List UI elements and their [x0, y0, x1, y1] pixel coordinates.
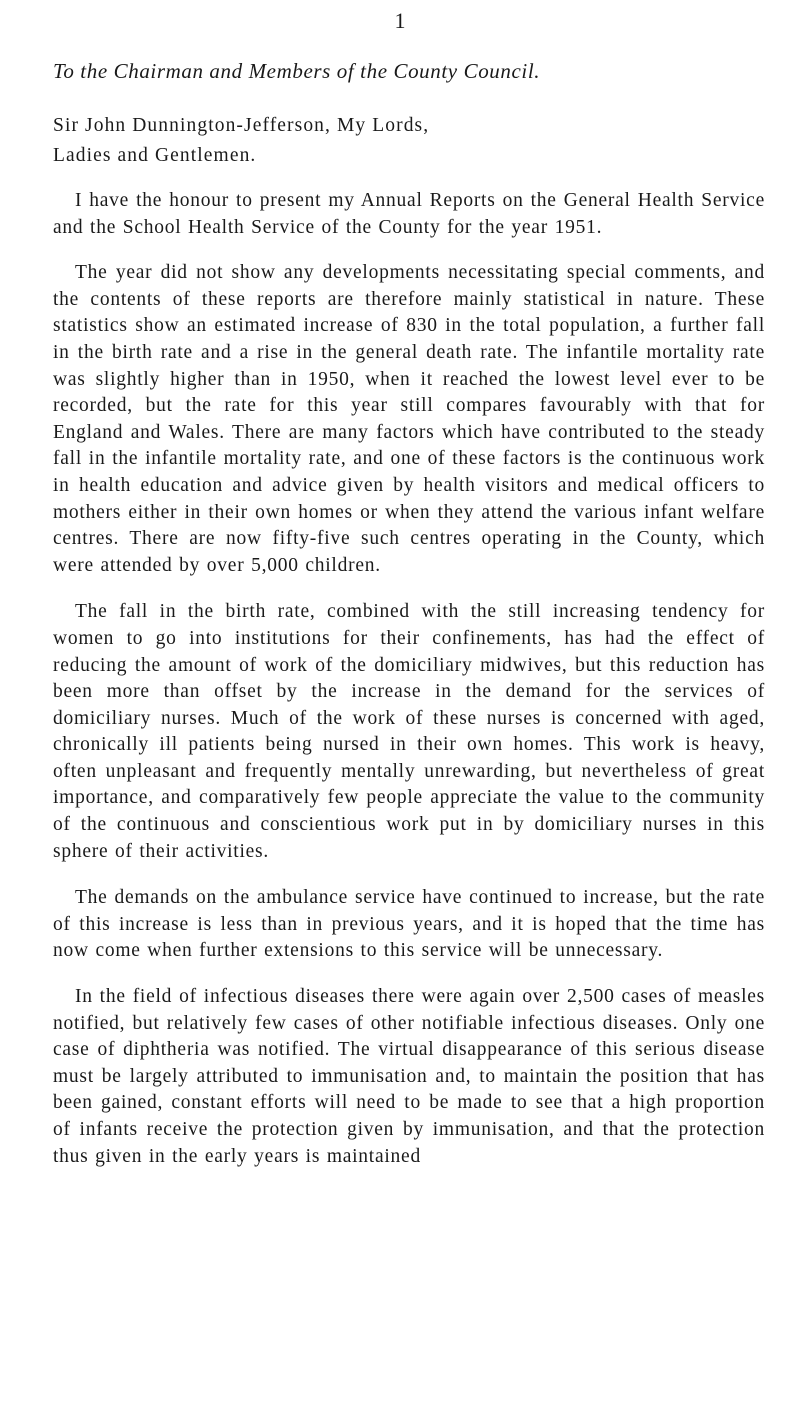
- letter-body: [53, 188, 765, 1187]
- addressee-block: [53, 111, 773, 171]
- page-number: 1: [394, 8, 406, 33]
- paragraph-ambulance-service: The demands on the ambulance service have continued to increase, but the rate of this increase is less than in previous years, and it is hoped that the time has now come when further extensions to this service will be unnecessary.: [53, 887, 765, 962]
- addressee-line: Sir John Dunnington-Jefferson, My Lords,: [53, 115, 430, 136]
- addressee-line: Ladies and Gentlemen.: [53, 145, 257, 166]
- salutation-heading: To the Chairman and Members of the County Council.: [53, 59, 541, 83]
- paragraph-introduction: I have the honour to present my Annual Reports on the General Health Service and the School Health Service of the County for the year 1951.: [53, 190, 765, 238]
- paragraph-statistics: The year did not show any developments necessitating special comments, and the contents of these reports are therefore mainly statistical in nature. These statistics show an estimated increase of 830 in the total population, a further fall in the birth rate and a rise in the general death rate. The infantile mortality rate was slightly higher than in 1950, when it reached the lowest level ever to be recorded, but the rate for this year still compares favourably with that for England and Wales. There are many factors which have contributed to the steady fall in the infantile mortality rate, and one of these factors is the continuous work in health education and advice given by health visitors and medical officers to mothers either in their own homes or when they attend the various infant welfare centres. There are now fifty-five such centres operating in the County, which were attended by over 5,000 children.: [53, 262, 765, 576]
- paragraph-domiciliary-nursing: The fall in the birth rate, combined with the still increasing tendency for women to go into institutions for their confinements, has had the effect of reducing the amount of work of the domiciliary midwives, but this reduction has been more than offset by the increase in the demand for the services of domiciliary nurses. Much of the work of these nurses is concerned with aged, chronically ill patients being nursed in their own homes. This work is heavy, often unpleasant and frequently mentally unrewarding, but nevertheless of great importance, and comparatively few people appreciate the value to the community of the continuous and conscientious work put in by domiciliary nurses in this sphere of their activities.: [53, 601, 765, 862]
- paragraph-infectious-diseases: In the field of infectious diseases there were again over 2,500 cases of measles notified, but relatively few cases of other notifiable infectious diseases. Only one case of diphtheria was notified. The virtual disappearance of this serious disease must be largely attributed to immunisation and, to maintain the position that has been gained, constant efforts will need to be made to see that a high proportion of infants receive the protection given by immunisation, and that the protection thus given in the early years is maintained: [53, 986, 765, 1167]
